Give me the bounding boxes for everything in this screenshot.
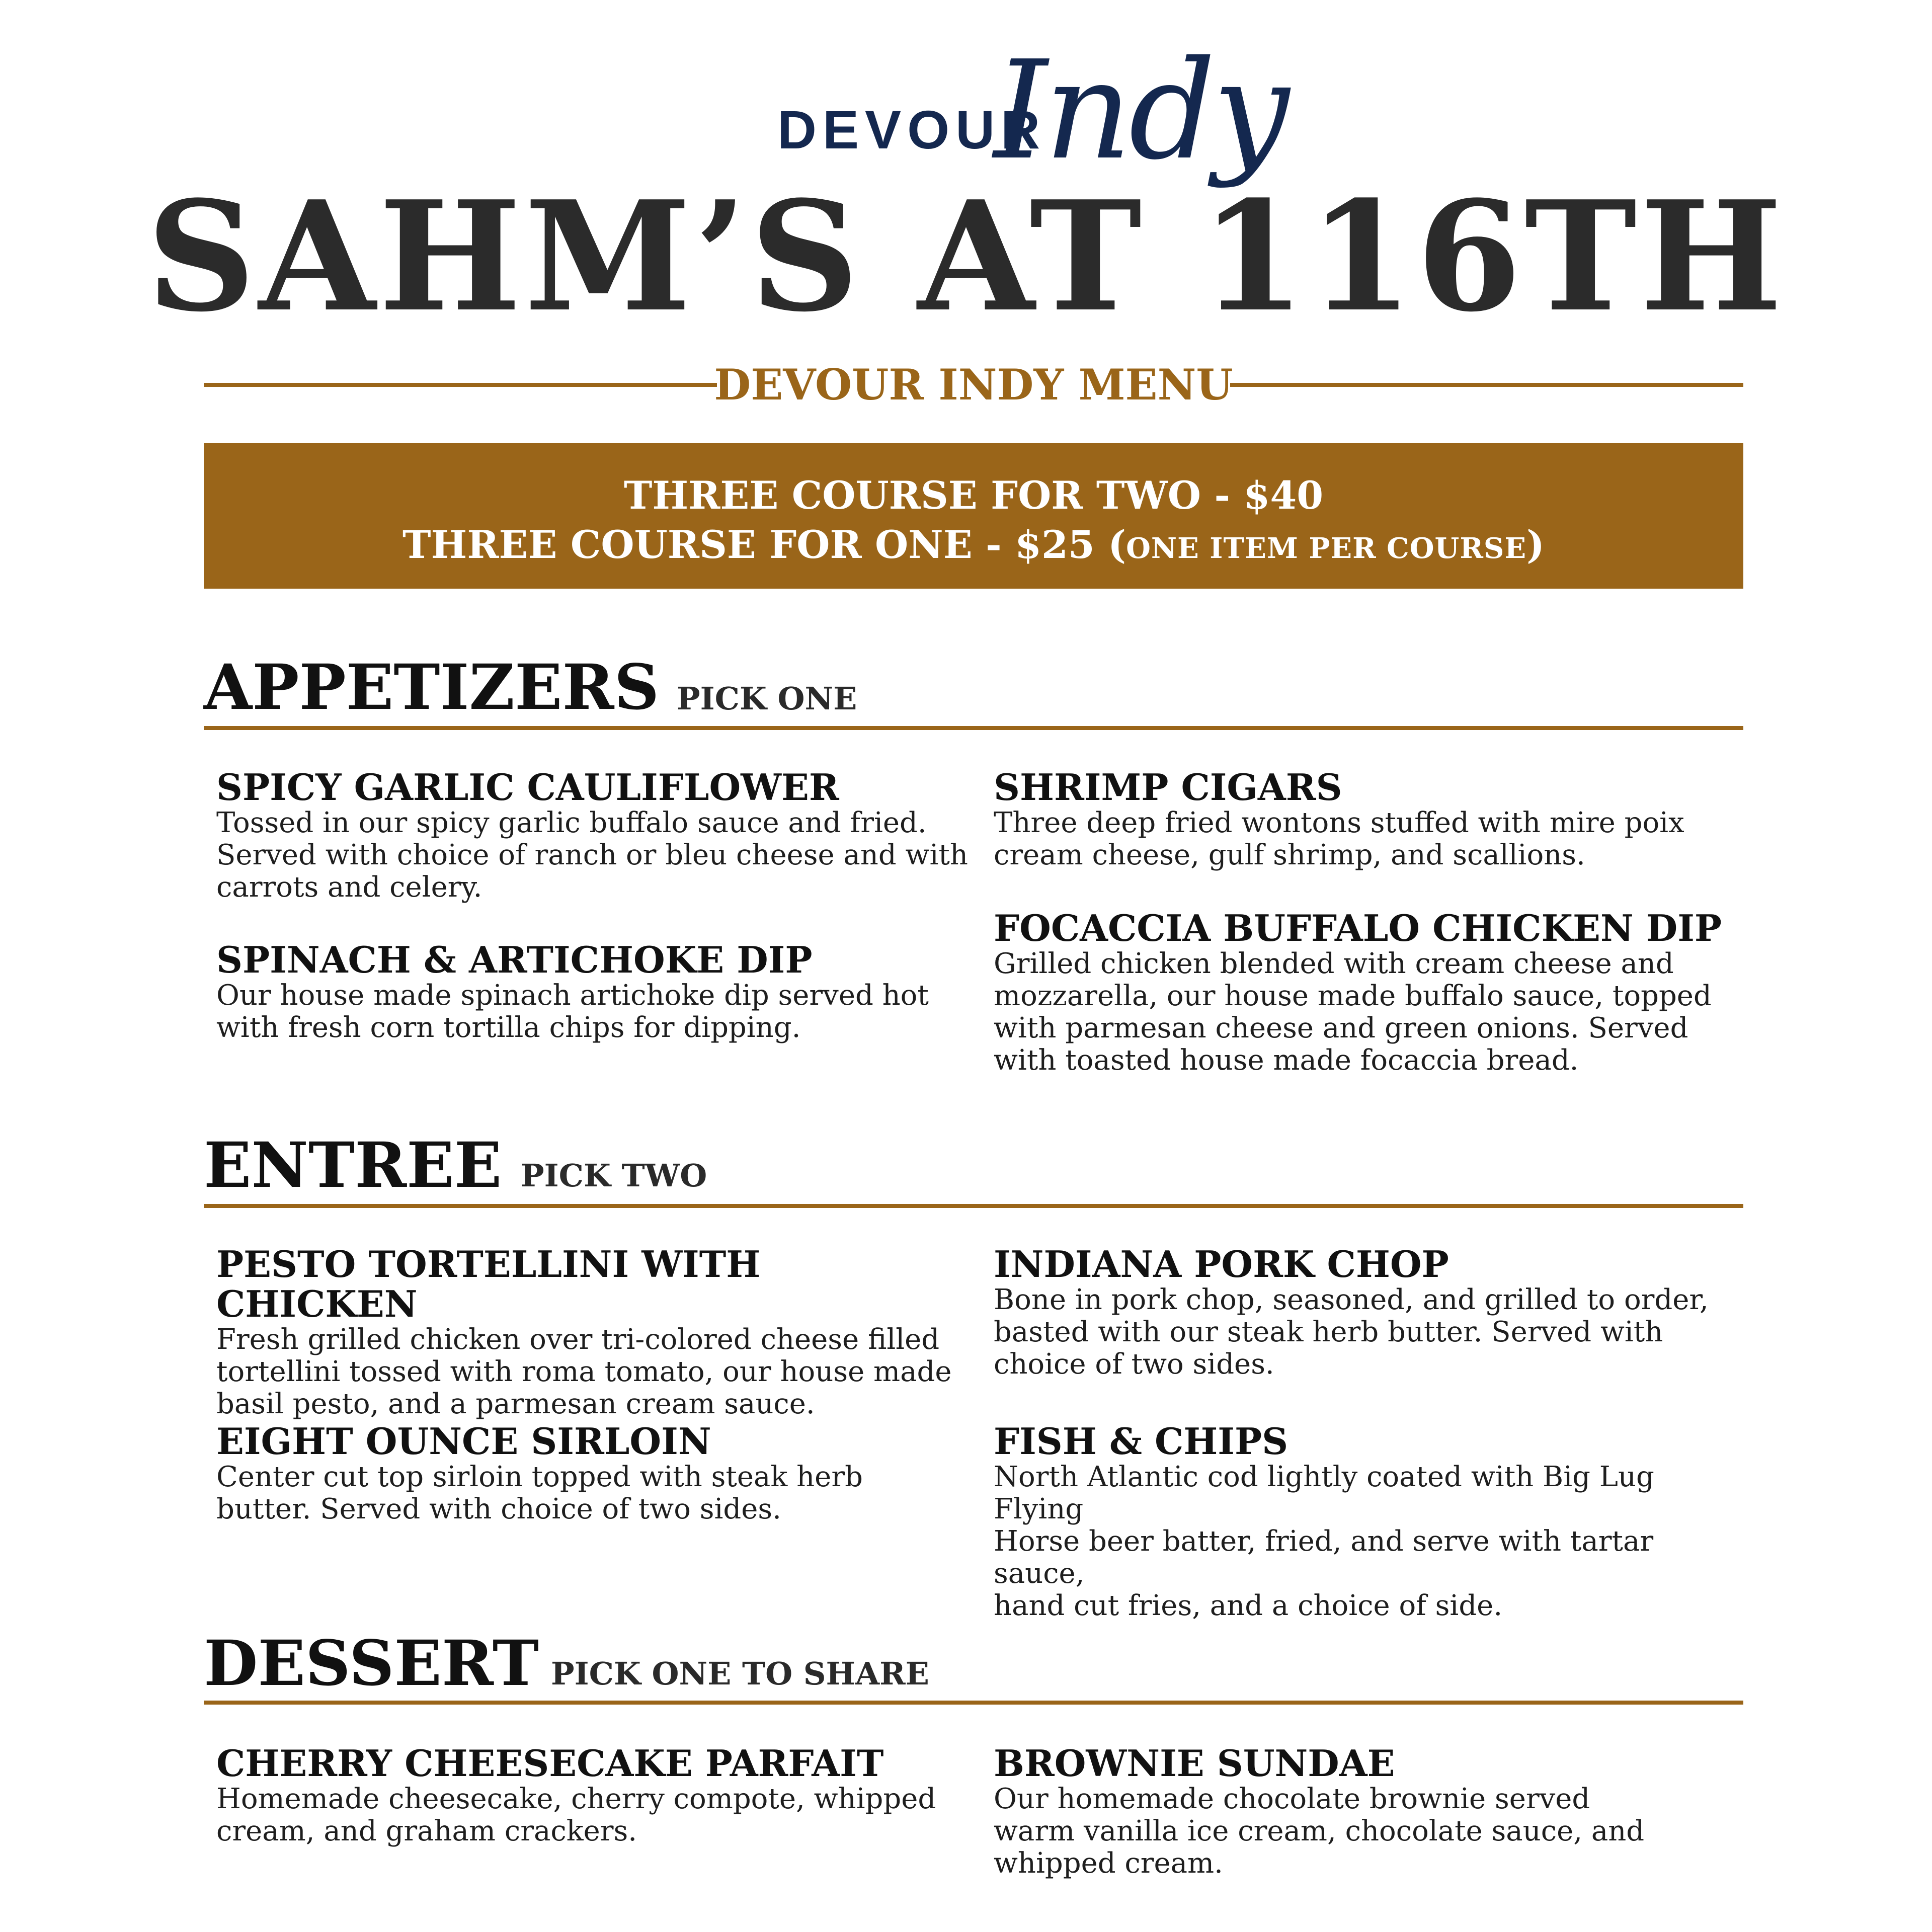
item-name: INDIANA PORK CHOP: [994, 1243, 1449, 1285]
menu-item: [216, 940, 971, 1044]
item-name: SPICY GARLIC CAULIFLOWER: [216, 766, 839, 809]
section-pick-dessert: PICK ONE TO SHARE: [551, 1655, 929, 1692]
item-description: Our homemade chocolate brownie served warm vanilla ice cream, chocolate sauce, and whipped cream.: [994, 1783, 1645, 1880]
item-description: Our house made spinach artichoke dip served hot with fresh corn tortilla chips for dipping.: [216, 979, 929, 1044]
item-name: SPINACH & ARTICHOKE DIP: [216, 938, 813, 981]
page-title: SAHM’S AT 116TH: [146, 168, 1786, 345]
item-description: Fresh grilled chicken over tri-colored cheese filled tortellini tossed with roma tomato, our house made basil pesto, and a parmesan cream sauce.: [216, 1323, 952, 1421]
item-name: FISH & CHIPS: [994, 1420, 1289, 1463]
price-line-two: THREE COURSE FOR TWO - $40: [623, 473, 1324, 518]
section-rule-entree: [204, 1204, 1743, 1208]
menu-item: [994, 767, 1748, 871]
menu-item: [994, 1743, 1748, 1880]
item-name: BROWNIE SUNDAE: [994, 1742, 1395, 1785]
subtitle-row: [204, 357, 1743, 413]
menu-item: [216, 1743, 971, 1847]
item-name: CHERRY CHEESECAKE PARFAIT: [216, 1742, 884, 1785]
section-pick-entree: PICK TWO: [521, 1157, 707, 1194]
menu-item: [216, 1244, 971, 1420]
price-line-one: [204, 522, 1743, 567]
item-description: Homemade cheesecake, cherry compote, whipped cream, and graham crackers.: [216, 1783, 936, 1848]
section-title-entree: ENTREE: [204, 1129, 502, 1202]
section-pick-appetizers: PICK ONE: [677, 680, 857, 717]
menu-item: [994, 908, 1748, 1077]
item-description: Tossed in our spicy garlic buffalo sauce and fried. Served with choice of ranch or bleu cheese and with carrots and celery.: [216, 807, 968, 904]
item-description: Bone in pork chop, seasoned, and grilled to order, basted with our steak herb butter. Served with choice of two sides.: [994, 1283, 1709, 1381]
menu-item: [994, 1244, 1748, 1381]
section-rule-dessert: [204, 1701, 1743, 1705]
item-description: Three deep fried wontons stuffed with mire poix cream cheese, gulf shrimp, and scallions.: [994, 807, 1684, 872]
section-title-appetizers: APPETIZERS: [204, 651, 660, 724]
section-title-dessert: DESSERT: [204, 1627, 539, 1700]
item-name: SHRIMP CIGARS: [994, 766, 1342, 809]
price-banner: [204, 443, 1743, 589]
price-line-one-main: THREE COURSE FOR ONE - $25 (: [403, 522, 1126, 567]
price-line-one-end: ): [1526, 522, 1545, 567]
item-description: Center cut top sirloin topped with steak herb butter. Served with choice of two sides.: [216, 1461, 863, 1526]
devour-indy-logo: [777, 31, 1286, 190]
subtitle: DEVOUR INDY MENU: [714, 360, 1233, 410]
section-rule-appetizers: [204, 726, 1743, 730]
item-description: Grilled chicken blended with cream cheese and mozzarella, our house made buffalo sauce, topped with parmesan cheese and green onions. Served with toasted house made focaccia bread.: [994, 947, 1712, 1077]
menu-item: [216, 767, 971, 904]
item-name: EIGHT OUNCE SIRLOIN: [216, 1420, 711, 1463]
logo-indy-script: Indy: [994, 31, 1286, 190]
item-name: FOCACCIA BUFFALO CHICKEN DIP: [994, 907, 1722, 949]
item-name: PESTO TORTELLINI WITH CHICKEN: [216, 1243, 761, 1326]
price-line-one-note: ONE ITEM PER COURSE: [1126, 532, 1527, 565]
menu-item: [994, 1421, 1748, 1622]
logo-devour-text: DEVOUR: [777, 99, 1046, 160]
menu-item: [216, 1421, 971, 1525]
item-description: North Atlantic cod lightly coated with Big Lug Flying Horse beer batter, fried, and serve with tartar sauce, hand cut fries, and a choice of side.: [994, 1461, 1654, 1623]
